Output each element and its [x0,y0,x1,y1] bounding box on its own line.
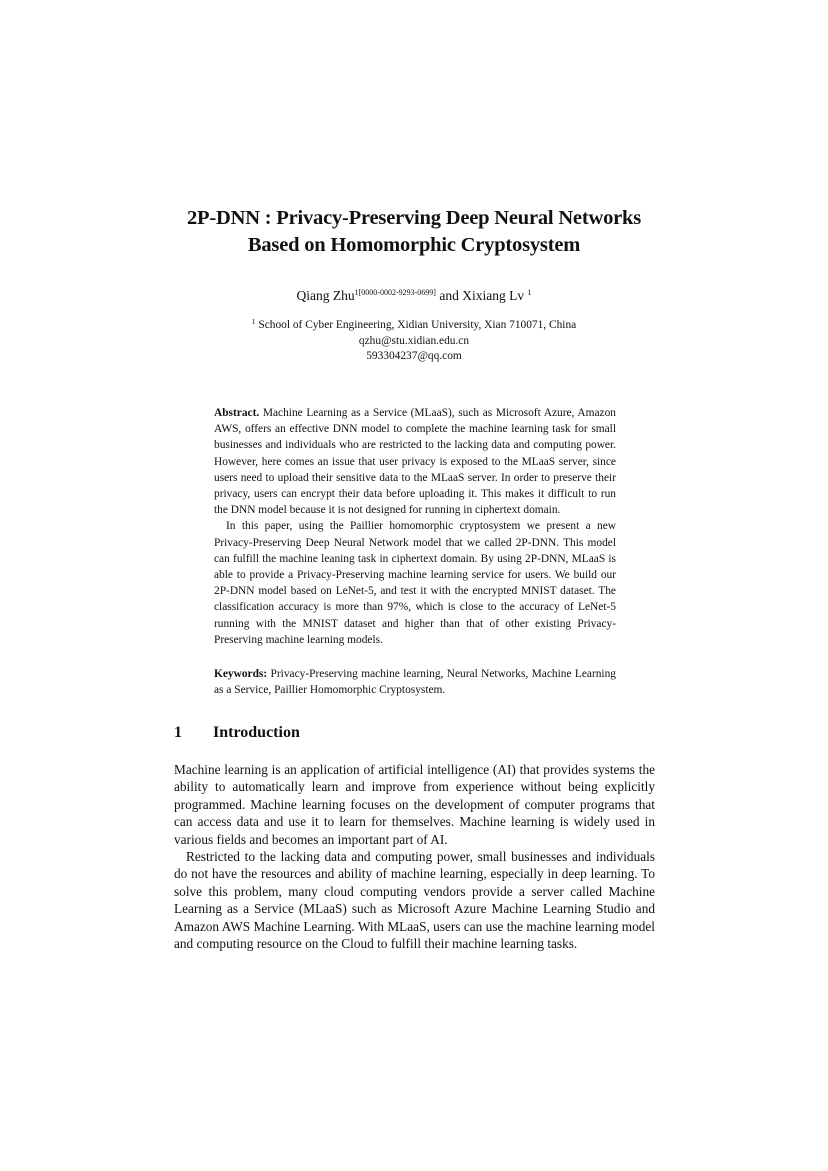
email-2: 593304237@qq.com [366,350,462,362]
keywords [214,666,616,698]
title-line-2: Based on Homomorphic Cryptosystem [247,234,581,256]
author-connector: and [435,288,463,303]
paper-title [0,205,828,259]
abstract [214,405,616,648]
keywords-label: Keywords: [214,668,268,680]
title-line-1: 2P-DNN : Privacy-Preserving Deep Neural Networks [187,207,641,229]
keywords-text: Privacy-Preserving machine learning, Neural Networks, Machine Learning as a Service, Paillier Homomorphic Cryptosystem. [214,668,616,697]
section-number: 1 [174,724,182,741]
author-name: Qiang Zhu [296,288,355,303]
author-list [0,287,828,305]
abstract-label: Abstract. [214,407,260,419]
affiliation-mark: 1 [251,317,256,326]
abstract-text: Machine Learning as a Service (MLaaS), such as Microsoft Azure, Amazon AWS, offers an effective DNN model to complete the machine learning task for small businesses and individuals who are restricted to the lacking data and computing power. However, here comes an issue that user privacy is exposed to the MLaaS server, since users need to upload their sensitive data to the MLaaS server. In order to preserve their privacy, users can encrypt their data before uploading it. This makes it difficult to run the DNN model because it is not designed for running in ciphertext domain. [214,407,616,517]
affiliation-text: School of Cyber Engineering, Xidian University, Xian 710071, China [258,319,577,331]
abstract-paragraph-2: In this paper, using the Paillier homomorphic cryptosystem we present a new Privacy-Preserving Deep Neural Network model that we called 2P-DNN. This model can fulfill the machine leaning task in ciphertext domain. By using 2P-DNN, MLaaS is able to provide a Privacy-Preserving machine learning service for users. We build our 2P-DNN model based on LeNet-5, and test it with the encrypted MNIST dataset. The classification accuracy is more than 97%, which is close to the accuracy of LeNet-5 running with the MNIST dataset and higher than that of other existing Privacy-Preserving machine learning models. [214,520,616,646]
affiliation-block [0,318,828,365]
email-1: qzhu@stu.xidian.edu.cn [358,334,470,347]
abstract-paragraph [214,405,616,518]
section-title: Introduction [213,724,300,741]
affiliation-line [0,318,828,334]
section-heading [174,723,300,743]
body-paragraph-1: Machine learning is an application of artificial intelligence (AI) that provides systems the ability to automatically learn and improve from experience without being explicitly programmed. Machine learning focuses on the development of computer programs that can access data and use it to learn for themselves. Machine learning is widely used in various fields and becomes an important part of AI. [174,762,655,847]
author-orcid: 1[0000-0002-9293-0699] [354,288,436,297]
section-body [174,761,655,952]
author-name: Xixiang Lv [462,288,525,303]
author-affiliation-mark: 1 [527,288,532,297]
body-paragraph-2: Restricted to the lacking data and computing power, small businesses and individuals do not have the resources and ability of machine learning, especially in deep learning. To solve this problem, many cloud computing vendors provide a server called Machine Learning as a Service (MLaaS) such as Microsoft Azure Machine Learning Studio and Amazon AWS Machine Learning. With MLaaS, users can use the machine learning model and computing resource on the Cloud to fulfill their machine learning tasks. [174,849,655,952]
